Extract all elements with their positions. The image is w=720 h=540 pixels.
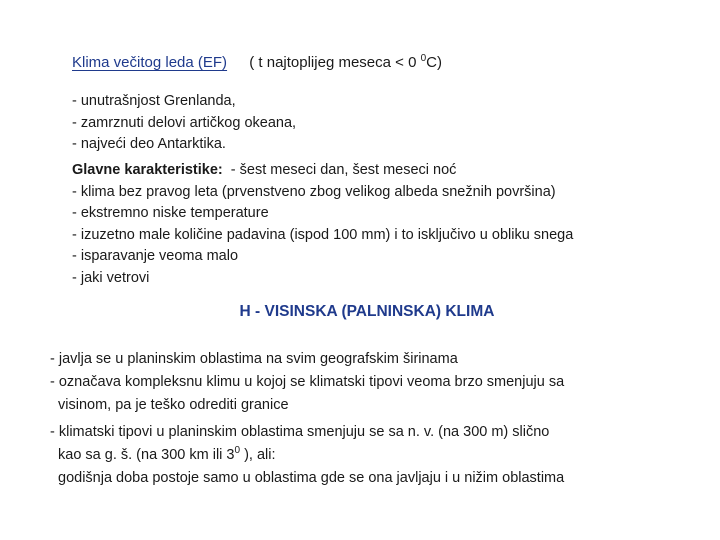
ef-title-row xyxy=(72,54,442,71)
list-item: - klimatski tipovi u planinskim oblastima smenjuju se sa n. v. (na 300 m) slično xyxy=(50,424,550,440)
features-heading-line xyxy=(72,160,573,182)
line5-prefix: kao sa g. š. (na 300 km ili 3 xyxy=(58,447,235,463)
list-item: - isparavanje veoma malo xyxy=(72,248,239,264)
ef-title: Klima večitog leda (EF) xyxy=(72,54,228,71)
ef-regions-list xyxy=(72,91,296,156)
ef-formula-suffix: C) xyxy=(426,54,442,71)
line5-suffix: ), ali: xyxy=(240,447,276,463)
list-item: - ekstremno niske temperature xyxy=(72,205,269,221)
list-item: - jaki vetrovi xyxy=(72,269,150,286)
ef-features-list xyxy=(72,160,573,289)
ef-formula-sup: 0 xyxy=(420,53,427,64)
features-first: - šest meseci dan, šest meseci noć xyxy=(222,162,457,178)
list-item-continuation xyxy=(50,444,564,467)
list-item: - označava kompleksnu klimu u kojoj se klimatski tipovi veoma brzo smenjuju sa xyxy=(50,374,565,390)
ef-formula xyxy=(249,54,442,71)
list-item: - unutrašnjost Grenlanda, xyxy=(72,93,236,109)
list-item-continuation: visinom, pa je teško odrediti granice xyxy=(58,397,289,413)
ef-formula-prefix: ( t najtoplijeg meseca < 0 xyxy=(249,54,421,71)
list-item: - zamrznuti delovi artičkog okeana, xyxy=(72,114,297,131)
list-item-continuation: godišnja doba postoje samo u oblastima gde se ona javljaju i u nižim oblastima xyxy=(58,470,565,486)
list-item: - javlja se u planinskim oblastima na svim geografskim širinama xyxy=(50,351,458,367)
line5-sup: 0 xyxy=(234,445,241,457)
h-description xyxy=(50,348,564,490)
list-item: - klima bez pravog leta (prvenstveno zbog velikog albeda snežnih površina) xyxy=(72,183,556,200)
h-section-title: H - VISINSKA (PALNINSKA) KLIMA xyxy=(239,303,495,320)
list-item: - izuzetno male količine padavina (ispod 100 mm) i to isključivo u obliku snega xyxy=(72,226,574,243)
features-label: Glavne karakteristike: xyxy=(72,162,223,178)
list-item: - najveći deo Antarktika. xyxy=(72,136,226,152)
